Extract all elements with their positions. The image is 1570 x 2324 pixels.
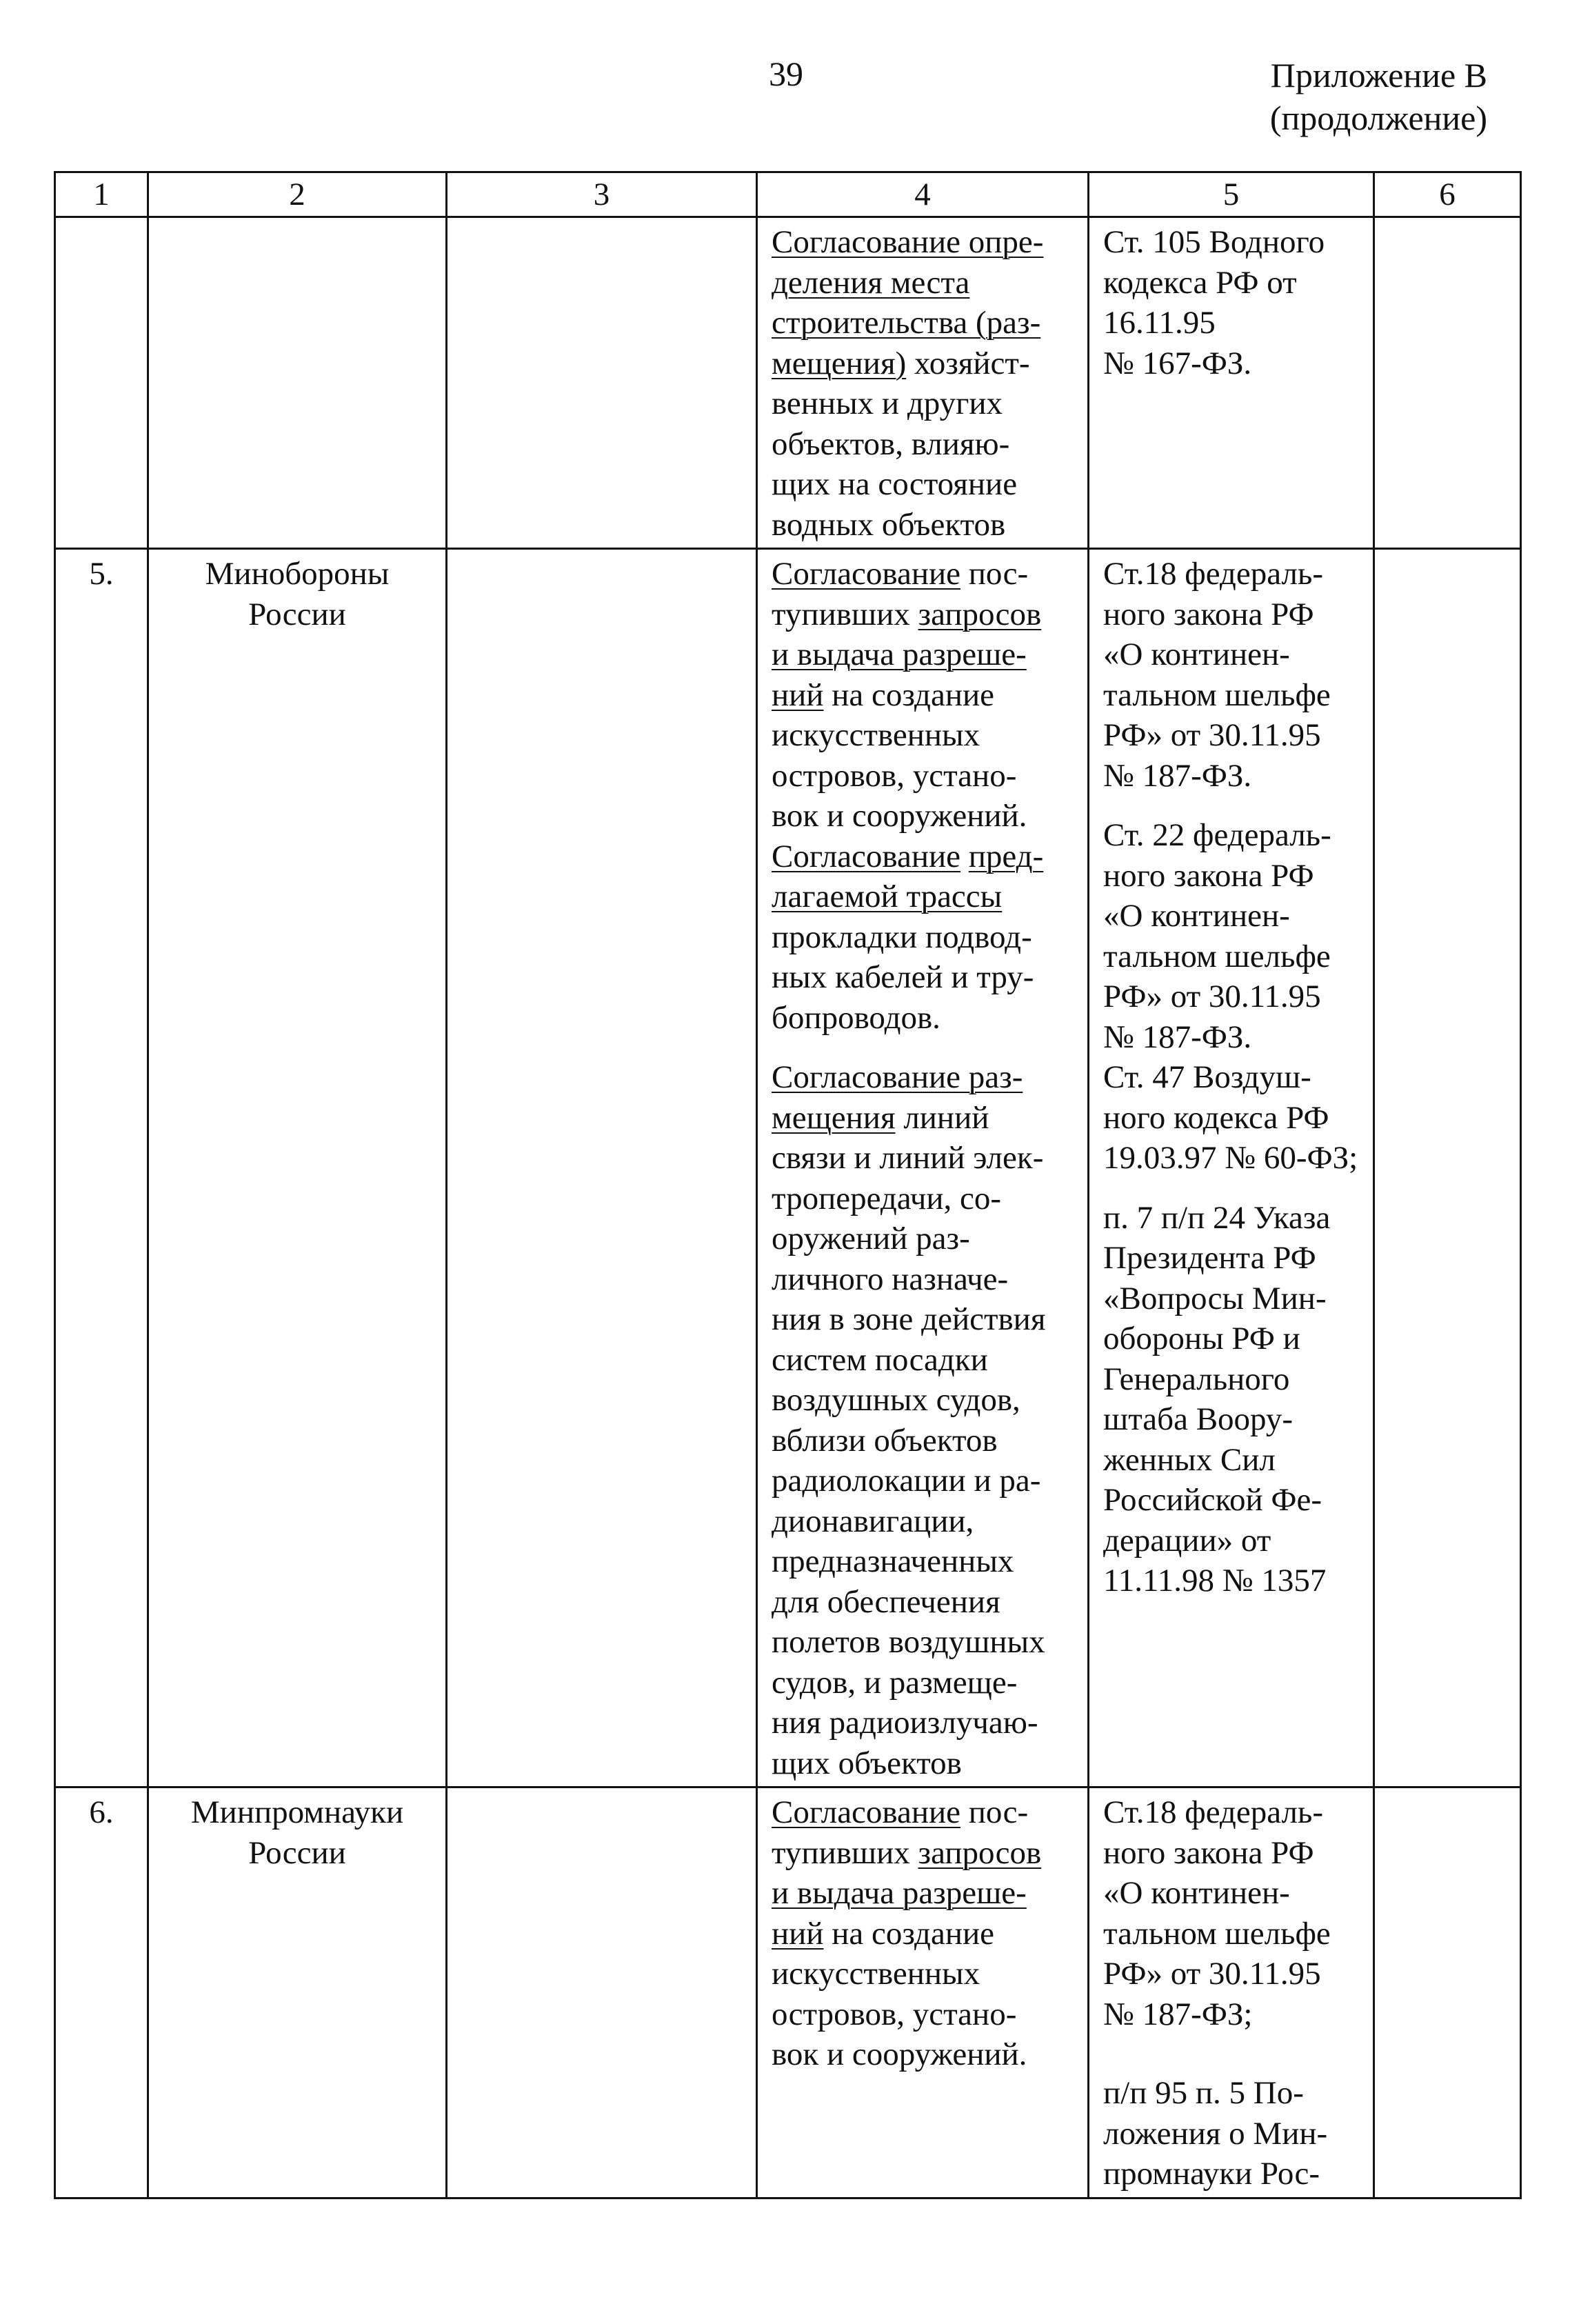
column-6-cell	[1374, 549, 1521, 1787]
approval-item	[772, 1057, 1074, 1783]
text-line: Ст.18 федераль-	[1103, 556, 1324, 592]
underlined-text: деления места	[772, 264, 970, 301]
text-line: № 167-ФЗ.	[1103, 345, 1252, 381]
text-line: искусственных	[772, 1956, 980, 1992]
text-line: Генерального	[1103, 1361, 1290, 1397]
text-line: бопроводов.	[772, 999, 940, 1036]
underlined-text: запросов	[918, 596, 1042, 632]
table-row	[55, 1787, 1521, 2198]
text-line: прокладки подвод-	[772, 919, 1032, 955]
text-line: мещения линий	[772, 1099, 989, 1136]
legal-basis-cell	[1089, 217, 1374, 549]
text-line: РФ» от 30.11.95	[1103, 717, 1321, 753]
text-line: щих объектов	[772, 1745, 962, 1781]
underlined-text: мещения)	[772, 345, 907, 381]
text-line: тальном шельфе	[1103, 938, 1331, 974]
column-header: 4	[757, 172, 1089, 217]
underlined-text: мещения	[772, 1099, 896, 1136]
text-line	[772, 303, 1074, 343]
text-line: водных объектов	[772, 506, 1006, 543]
text-line: дерации» от	[1103, 1522, 1271, 1559]
text-line: п/п 95 п. 5 По-	[1103, 2075, 1304, 2111]
underlined-text: Согласование	[772, 1794, 961, 1830]
legal-basis-text	[1103, 1057, 1359, 1179]
text-line: Ст.18 федераль-	[1103, 1794, 1324, 1830]
text-line: искусственных	[772, 717, 980, 753]
text-line: вблизи объектов	[772, 1422, 998, 1459]
table-header-row	[55, 172, 1521, 217]
text-line: женных Сил	[1103, 1441, 1276, 1478]
text-line: 11.11.98 № 1357	[1103, 1563, 1327, 1599]
page-number: 39	[769, 54, 803, 93]
text-line: Президента РФ	[1103, 1240, 1316, 1276]
text-line: щих на состояние	[772, 466, 1018, 502]
appendix-title: Приложение В	[1270, 56, 1487, 94]
text-line: «О континен-	[1103, 637, 1290, 672]
text-line: кодекса РФ от	[1103, 264, 1297, 301]
row-number	[55, 217, 148, 549]
legal-basis-text	[1103, 2073, 1359, 2194]
text-line: № 187-ФЗ;	[1103, 1996, 1253, 2032]
approval-item	[772, 554, 1074, 837]
table-row	[55, 549, 1521, 1787]
text-line: судов, и размеще-	[772, 1664, 1018, 1701]
text-line: ний на создание	[772, 1915, 994, 1952]
text-line: вок и сооружений.	[772, 2036, 1027, 2072]
approval-cell	[757, 1787, 1089, 2198]
column-3-cell	[447, 217, 757, 549]
underlined-text: ний	[772, 677, 824, 713]
text-line	[772, 634, 1074, 675]
text-line: предназначенных	[772, 1543, 1014, 1579]
column-6-cell	[1374, 217, 1521, 549]
underlined-text: и выдача разреше-	[772, 637, 1027, 672]
underlined-text: лагаемой трассы	[772, 879, 1003, 914]
text-line: тальном шельфе	[1103, 1915, 1331, 1952]
text-line: ного кодекса РФ	[1103, 1099, 1329, 1136]
column-header: 5	[1089, 172, 1374, 217]
organization-cell: Минобороны России	[148, 549, 447, 1787]
text-line	[772, 222, 1074, 263]
text-line: личного назначе-	[772, 1261, 1009, 1297]
underlined-text: Согласование раз-	[772, 1059, 1023, 1095]
text-line: полетов воздушных	[772, 1624, 1045, 1660]
column-3-cell	[447, 1787, 757, 2198]
column-3-cell	[447, 549, 757, 1787]
underlined-text: Согласование опре-	[772, 224, 1044, 260]
legal-basis-text	[1103, 554, 1359, 796]
text-line: тупивших запросов	[772, 1834, 1042, 1871]
text-line: ложения о Мин-	[1103, 2115, 1328, 2152]
text-line: Ст. 105 Водного	[1103, 224, 1325, 260]
text-line: островов, устано-	[772, 757, 1017, 794]
column-header: 3	[447, 172, 757, 217]
text-line	[772, 1057, 1074, 1098]
registry-table	[54, 171, 1522, 2199]
approval-item	[772, 837, 1074, 1039]
text-line: обороны РФ и	[1103, 1321, 1300, 1356]
appendix-note: (продолжение)	[1269, 99, 1487, 137]
table-row	[55, 217, 1521, 549]
text-line: РФ» от 30.11.95	[1103, 979, 1321, 1014]
approval-cell	[757, 217, 1089, 549]
text-line: ного закона РФ	[1103, 857, 1314, 894]
text-line: дионавигации,	[772, 1503, 974, 1539]
legal-basis-text	[1103, 222, 1359, 383]
text-line: тальном шельфе	[1103, 677, 1331, 713]
text-line: ния в зоне действия	[772, 1301, 1046, 1337]
organization-cell	[148, 217, 447, 549]
approval-item	[772, 1792, 1074, 2075]
spacer	[1103, 2034, 1359, 2073]
text-line	[772, 1873, 1074, 1914]
text-line: штаба Воору-	[1103, 1401, 1294, 1437]
appendix-header	[1270, 54, 1487, 139]
text-line: систем посадки	[772, 1341, 988, 1378]
text-line: ных кабелей и тру-	[772, 959, 1034, 995]
text-line: объектов, влияю-	[772, 425, 1010, 462]
column-header: 1	[55, 172, 148, 217]
spacer	[772, 1038, 1074, 1057]
legal-basis-text	[1103, 815, 1359, 1057]
text-line: № 187-ФЗ.	[1103, 757, 1252, 794]
text-line: радиолокации и ра-	[772, 1463, 1041, 1499]
underlined-text: ний	[772, 1915, 824, 1952]
column-6-cell	[1374, 1787, 1521, 2198]
text-line: воздушных судов,	[772, 1382, 1020, 1418]
text-line: № 187-ФЗ.	[1103, 1019, 1252, 1055]
text-line: Согласование пос-	[772, 556, 1029, 592]
underlined-text: Согласование	[772, 838, 961, 874]
underlined-text: строительства (раз-	[772, 305, 1041, 341]
legal-basis-text	[1103, 1792, 1359, 2034]
legal-basis-text	[1103, 1198, 1359, 1601]
text-line: 19.03.97 № 60-ФЗ;	[1103, 1140, 1358, 1176]
text-line: тропередачи, со-	[772, 1180, 1002, 1216]
column-header: 6	[1374, 172, 1521, 217]
text-line: островов, устано-	[772, 1996, 1017, 2032]
underlined-text: Согласование	[772, 556, 961, 592]
organization-cell: Минпромнауки России	[148, 1787, 447, 2198]
text-line: «О континен-	[1103, 898, 1290, 934]
row-number: 5.	[55, 549, 148, 1787]
text-line: 16.11.95	[1103, 305, 1216, 341]
underlined-text: запросов	[918, 1834, 1042, 1871]
text-line: вок и сооружений.	[772, 798, 1027, 834]
text-line: венных и других	[772, 385, 1003, 421]
legal-basis-cell	[1089, 549, 1374, 1787]
text-line: Ст. 22 федераль-	[1103, 817, 1331, 853]
text-line: Согласование пос-	[772, 1794, 1029, 1830]
spacer	[1103, 796, 1359, 815]
text-line: связи и линий элек-	[772, 1140, 1044, 1176]
text-line: для обеспечения	[772, 1583, 1000, 1620]
text-line: промнауки Рос-	[1103, 2156, 1320, 2192]
text-line: «О континен-	[1103, 1875, 1290, 1911]
row-number: 6.	[55, 1787, 148, 2198]
text-line: Ст. 47 Воздуш-	[1103, 1059, 1311, 1095]
text-line: ного закона РФ	[1103, 596, 1314, 632]
underlined-text: и выдача разреше-	[772, 1875, 1027, 1911]
text-line: ного закона РФ	[1103, 1834, 1314, 1871]
text-line: п. 7 п/п 24 Указа	[1103, 1199, 1331, 1236]
spacer	[1103, 1179, 1359, 1198]
approval-cell	[757, 549, 1089, 1787]
legal-basis-cell	[1089, 1787, 1374, 2198]
column-header: 2	[148, 172, 447, 217]
text-line: ний на создание	[772, 677, 994, 713]
text-line	[772, 876, 1074, 917]
text-line: оружений раз-	[772, 1221, 970, 1256]
text-line	[772, 263, 1074, 303]
text-line: РФ» от 30.11.95	[1103, 1956, 1321, 1992]
underlined-text: пред-	[968, 838, 1044, 874]
text-line	[772, 837, 1074, 877]
text-line: Российской Фе-	[1103, 1482, 1322, 1518]
text-line: ния радиоизлучаю-	[772, 1705, 1038, 1741]
text-line: мещения) хозяйст-	[772, 345, 1030, 381]
text-line: «Вопросы Мин-	[1103, 1280, 1327, 1316]
text-line: тупивших запросов	[772, 596, 1042, 632]
